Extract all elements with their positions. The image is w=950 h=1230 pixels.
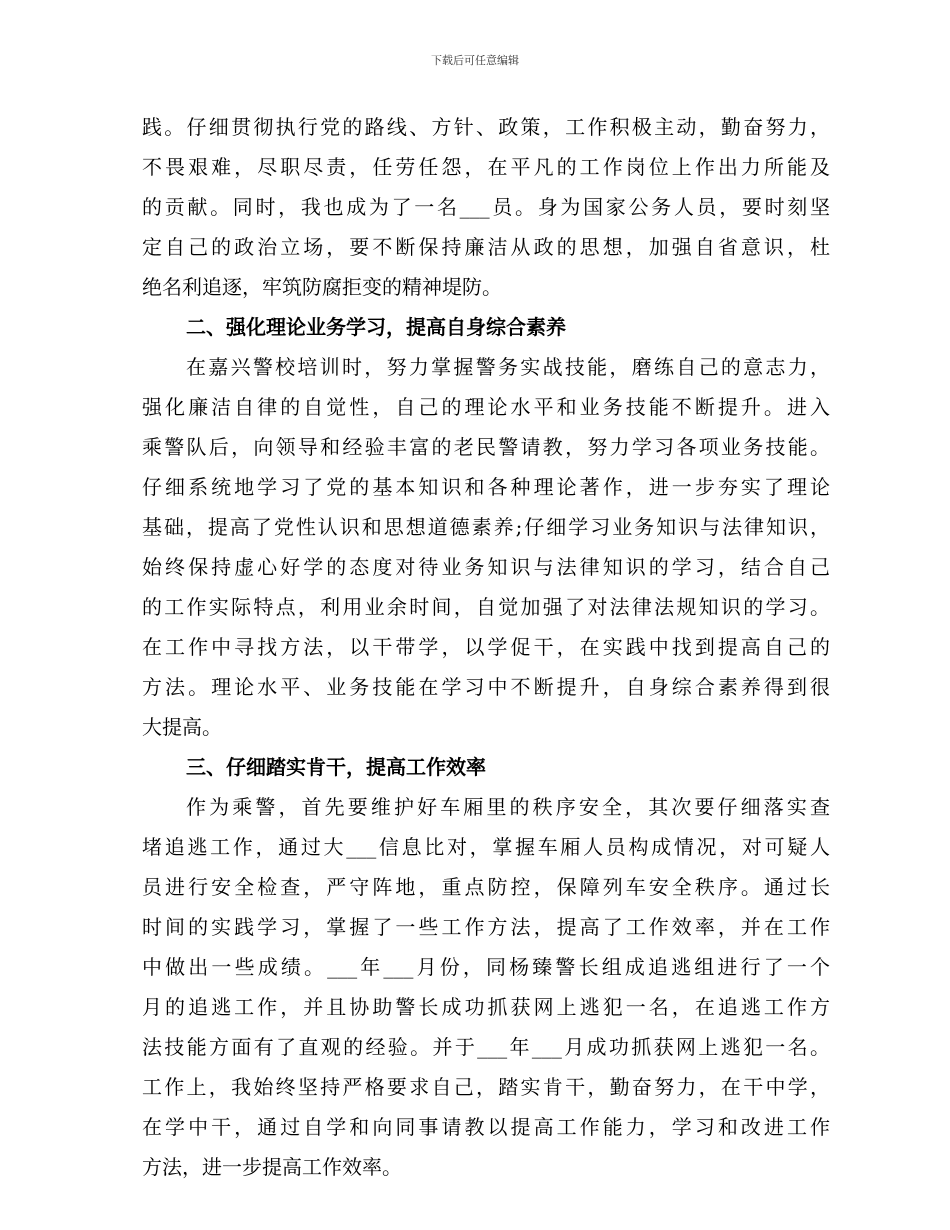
- text-line: 作为乘警，首先要维护好车厢里的秩序安全，其次要仔细落实查: [186, 795, 830, 819]
- text-line: 基础，提高了党性认识和思想道德素养;仔细学习业务知识与法律知识，: [142, 515, 830, 539]
- text-line: 时间的实践学习，掌握了一些工作方法，提高了工作效率，并在工作: [142, 915, 830, 939]
- text-line: 员进行安全检查，严守阵地，重点防控，保障列车安全秩序。通过长: [142, 875, 830, 899]
- text-line: 始终保持虚心好学的态度对待业务知识与法律知识的学习，结合自己: [142, 555, 830, 579]
- text-line: 方法。理论水平、业务技能在学习中不断提升，自身综合素养得到很: [142, 675, 830, 699]
- section-heading: 二、强化理论业务学习，提高自身综合素养: [186, 315, 566, 339]
- text-line: 在学中干，通过自学和向同事请教以提高工作能力，学习和改进工作: [142, 1115, 830, 1139]
- page-header: 下载后可任意编辑: [431, 54, 519, 67]
- text-line: 法技能方面有了直观的经验。并于___年___月成功抓获网上逃犯一名。: [142, 1035, 830, 1059]
- text-line: 大提高。: [142, 715, 222, 739]
- text-line: 工作上，我始终坚持严格要求自己，踏实肯干，勤奋努力，在干中学，: [142, 1075, 830, 1099]
- text-line: 在工作中寻找方法，以干带学，以学促干，在实践中找到提高自己的: [142, 635, 830, 659]
- text-line: 方法，进一步提高工作效率。: [142, 1155, 402, 1179]
- text-line: 强化廉洁自律的自觉性，自己的理论水平和业务技能不断提升。进入: [142, 395, 830, 419]
- text-line: 堵追逃工作，通过大___信息比对，掌握车厢人员构成情况，对可疑人: [142, 835, 830, 859]
- text-line: 在嘉兴警校培训时，努力掌握警务实战技能，磨练自己的意志力，: [186, 355, 830, 379]
- text-line: 月的追逃工作，并且协助警长成功抓获网上逃犯一名，在追逃工作方: [142, 995, 830, 1019]
- text-line: 的贡献。同时，我也成为了一名___员。身为国家公务人员，要时刻坚: [142, 195, 830, 219]
- text-line: 不畏艰难，尽职尽责，任劳任怨，在平凡的工作岗位上作出力所能及: [142, 155, 830, 179]
- text-line: 践。仔细贯彻执行党的路线、方针、政策，工作积极主动，勤奋努力，: [142, 115, 830, 139]
- text-line: 仔细系统地学习了党的基本知识和各种理论著作，进一步夯实了理论: [142, 475, 830, 499]
- text-line: 乘警队后，向领导和经验丰富的老民警请教，努力学习各项业务技能。: [142, 435, 830, 459]
- text-line: 的工作实际特点，利用业余时间，自觉加强了对法律法规知识的学习。: [142, 595, 830, 619]
- document-body: [142, 107, 830, 1187]
- text-line: 绝名利追逐，牢筑防腐拒变的精神堤防。: [142, 275, 502, 299]
- text-line: 中做出一些成绩。___年___月份，同杨臻警长组成追逃组进行了一个: [142, 955, 830, 979]
- text-line: 定自己的政治立场，要不断保持廉洁从政的思想，加强自省意识，杜: [142, 235, 830, 259]
- section-heading: 三、仔细踏实肯干，提高工作效率: [186, 755, 486, 779]
